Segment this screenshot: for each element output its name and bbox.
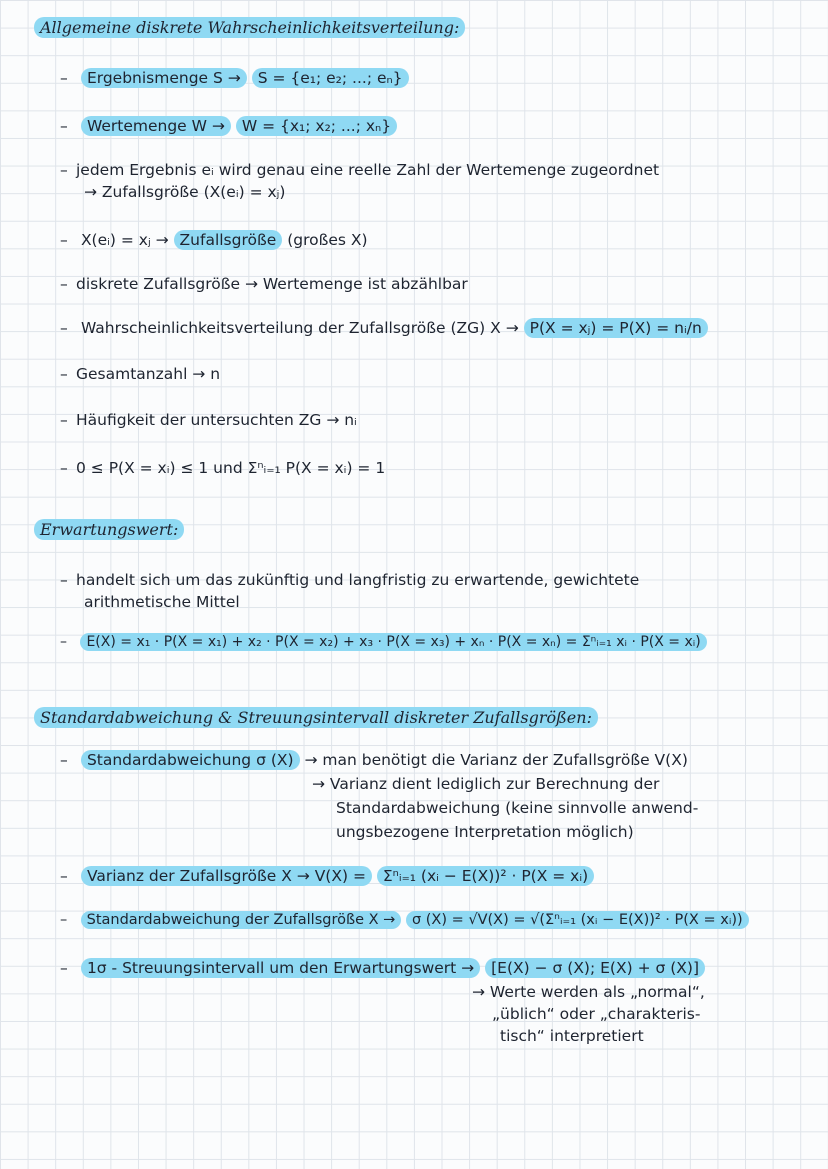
mittel-sub-text: arithmetische Mittel xyxy=(84,593,240,611)
std-formel-formula: σ (X) = √V(X) = √(Σⁿᵢ₌₁ (xᵢ − E(X))² · P(X = xᵢ)) xyxy=(406,911,749,929)
item-gesamtanzahl: – Gesamtanzahl → n xyxy=(60,365,221,383)
item-standardabweichung: – Standardabweichung σ (X) → man benötigt die Varianz der Zufallsgröße V(X) xyxy=(60,751,688,769)
zuordnung-text: jedem Ergebnis eᵢ wird genau eine reelle Zahl der Wertemenge zugeordnet xyxy=(76,161,660,179)
item-mittel: – handelt sich um das zukünftig und langfristig zu erwartende, gewichtete xyxy=(60,571,640,589)
item-std-formel: – Standardabweichung der Zufallsgröße X → σ (X) = √V(X) = √(Σⁿᵢ₌₁ (xᵢ − E(X))² · P(X = xᵢ)) xyxy=(60,910,749,930)
section-heading-streuung xyxy=(34,708,598,728)
zufallsgroesse-highlight: Zufallsgröße xyxy=(174,230,283,250)
verteilung-pre: Wahrscheinlichkeitsverteilung der Zufallsgröße (ZG) X → xyxy=(80,319,519,337)
section-heading-verteilung xyxy=(34,18,465,38)
varianz-note-1 xyxy=(312,774,659,794)
varianz-formula: Σⁿᵢ₌₁ (xᵢ − E(X))² · P(X = xᵢ) xyxy=(377,866,594,886)
streuungsintervall-formula: [E(X) − σ (X); E(X) + σ (X)] xyxy=(485,958,705,978)
verteilung-formula: P(X = xⱼ) = P(X) = nᵢ/n xyxy=(524,318,708,338)
haeufigkeit-text: Häufigkeit der untersuchten ZG → nᵢ xyxy=(76,411,357,429)
streuungsintervall-label: 1σ - Streuungsintervall um den Erwartungswert → xyxy=(81,958,480,978)
varianz-note-line: ungsbezogene Interpretation möglich) xyxy=(336,823,634,841)
item-ergebnismenge: – Ergebnismenge S → S = {e₁; e₂; ...; eₙ} xyxy=(60,68,409,88)
varianz-label: Varianz der Zufallsgröße X → V(X) = xyxy=(81,866,372,886)
item-summe: – 0 ≤ P(X = xᵢ) ≤ 1 und Σⁿᵢ₌₁ P(X = xᵢ) = 1 xyxy=(60,459,386,477)
varianz-note-2 xyxy=(336,798,698,818)
diskret-text: diskrete Zufallsgröße → Wertemenge ist abzählbar xyxy=(76,275,468,293)
varianz-note-line: → Varianz dient lediglich zur Berechnung der xyxy=(312,775,660,793)
interval-note-2 xyxy=(492,1004,700,1024)
ergebnismenge-formula: S = {e₁; e₂; ...; eₙ} xyxy=(252,68,409,88)
item-diskret: – diskrete Zufallsgröße → Wertemenge ist abzählbar xyxy=(60,275,468,293)
item-wertemenge: – Wertemenge W → W = {x₁; x₂; ...; xₙ} xyxy=(60,116,397,136)
gesamtanzahl-text: Gesamtanzahl → n xyxy=(76,365,221,383)
standardabweichung-label: Standardabweichung σ (X) xyxy=(81,750,300,770)
item-haeufigkeit: – Häufigkeit der untersuchten ZG → nᵢ xyxy=(60,411,357,429)
mittel-text: handelt sich um das zukünftig und langfristig zu erwartende, gewichtete xyxy=(76,571,640,589)
item-zufallsgroesse: – X(eᵢ) = xⱼ → Zufallsgröße (großes X) xyxy=(60,231,368,249)
std-formel-label: Standardabweichung der Zufallsgröße X → xyxy=(81,911,402,929)
item-mittel-sub xyxy=(84,592,240,612)
erwartungswert-formula: E(X) = x₁ · P(X = x₁) + x₂ · P(X = x₂) + x₃ · P(X = x₃) + xₙ · P(X = xₙ) = Σⁿᵢ₌₁ xᵢ · P(X = xᵢ) xyxy=(80,633,706,651)
section-heading-erwartungswert xyxy=(34,520,184,540)
zufallsgroesse-pre: X(eᵢ) = xⱼ → xyxy=(80,231,169,249)
heading-highlight: Standardabweichung & Streuungsintervall diskreter Zufallsgrößen: xyxy=(34,707,598,728)
item-varianz: – Varianz der Zufallsgröße X → V(X) = Σⁿᵢ₌₁ (xᵢ − E(X))² · P(X = xᵢ) xyxy=(60,866,594,886)
interval-note-3 xyxy=(500,1026,644,1046)
item-zuordnung-sub xyxy=(84,182,285,202)
wertemenge-formula: W = {x₁; x₂; ...; xₙ} xyxy=(236,116,397,136)
item-streuungsintervall: – 1σ - Streuungsintervall um den Erwartungswert → [E(X) − σ (X); E(X) + σ (X)] xyxy=(60,958,705,978)
zufallsgroesse-post: (großes X) xyxy=(287,231,368,249)
interval-note-line: tisch“ interpretiert xyxy=(500,1027,644,1045)
item-erwartungswert-formel: – E(X) = x₁ · P(X = x₁) + x₂ · P(X = x₂) + x₃ · P(X = x₃) + xₙ · P(X = xₙ) = Σⁿᵢ₌₁ xᵢ · P(X = xᵢ) xyxy=(60,632,707,652)
heading-highlight: Allgemeine diskrete Wahrscheinlichkeitsverteilung: xyxy=(34,17,465,38)
interval-note-line: „üblich“ oder „charakteris- xyxy=(492,1005,701,1023)
item-verteilung: – Wahrscheinlichkeitsverteilung der Zufallsgröße (ZG) X → P(X = xⱼ) = P(X) = nᵢ/n xyxy=(60,318,708,338)
summe-text: 0 ≤ P(X = xᵢ) ≤ 1 und Σⁿᵢ₌₁ P(X = xᵢ) = 1 xyxy=(76,459,386,477)
zuordnung-sub-text: → Zufallsgröße (X(eᵢ) = xⱼ) xyxy=(84,183,286,201)
varianz-note-line: Standardabweichung (keine sinnvolle anwend- xyxy=(336,799,699,817)
item-zuordnung: – jedem Ergebnis eᵢ wird genau eine reelle Zahl der Wertemenge zugeordnet xyxy=(60,161,660,179)
heading-highlight: Erwartungswert: xyxy=(34,519,184,540)
standardabweichung-post: → man benötigt die Varianz der Zufallsgröße V(X) xyxy=(304,751,688,769)
interval-note-1 xyxy=(472,982,705,1002)
interval-note-line: → Werte werden als „normal“, xyxy=(472,983,705,1001)
varianz-note-3 xyxy=(336,822,634,842)
ergebnismenge-label: Ergebnismenge S → xyxy=(81,68,247,88)
wertemenge-label: Wertemenge W → xyxy=(81,116,231,136)
